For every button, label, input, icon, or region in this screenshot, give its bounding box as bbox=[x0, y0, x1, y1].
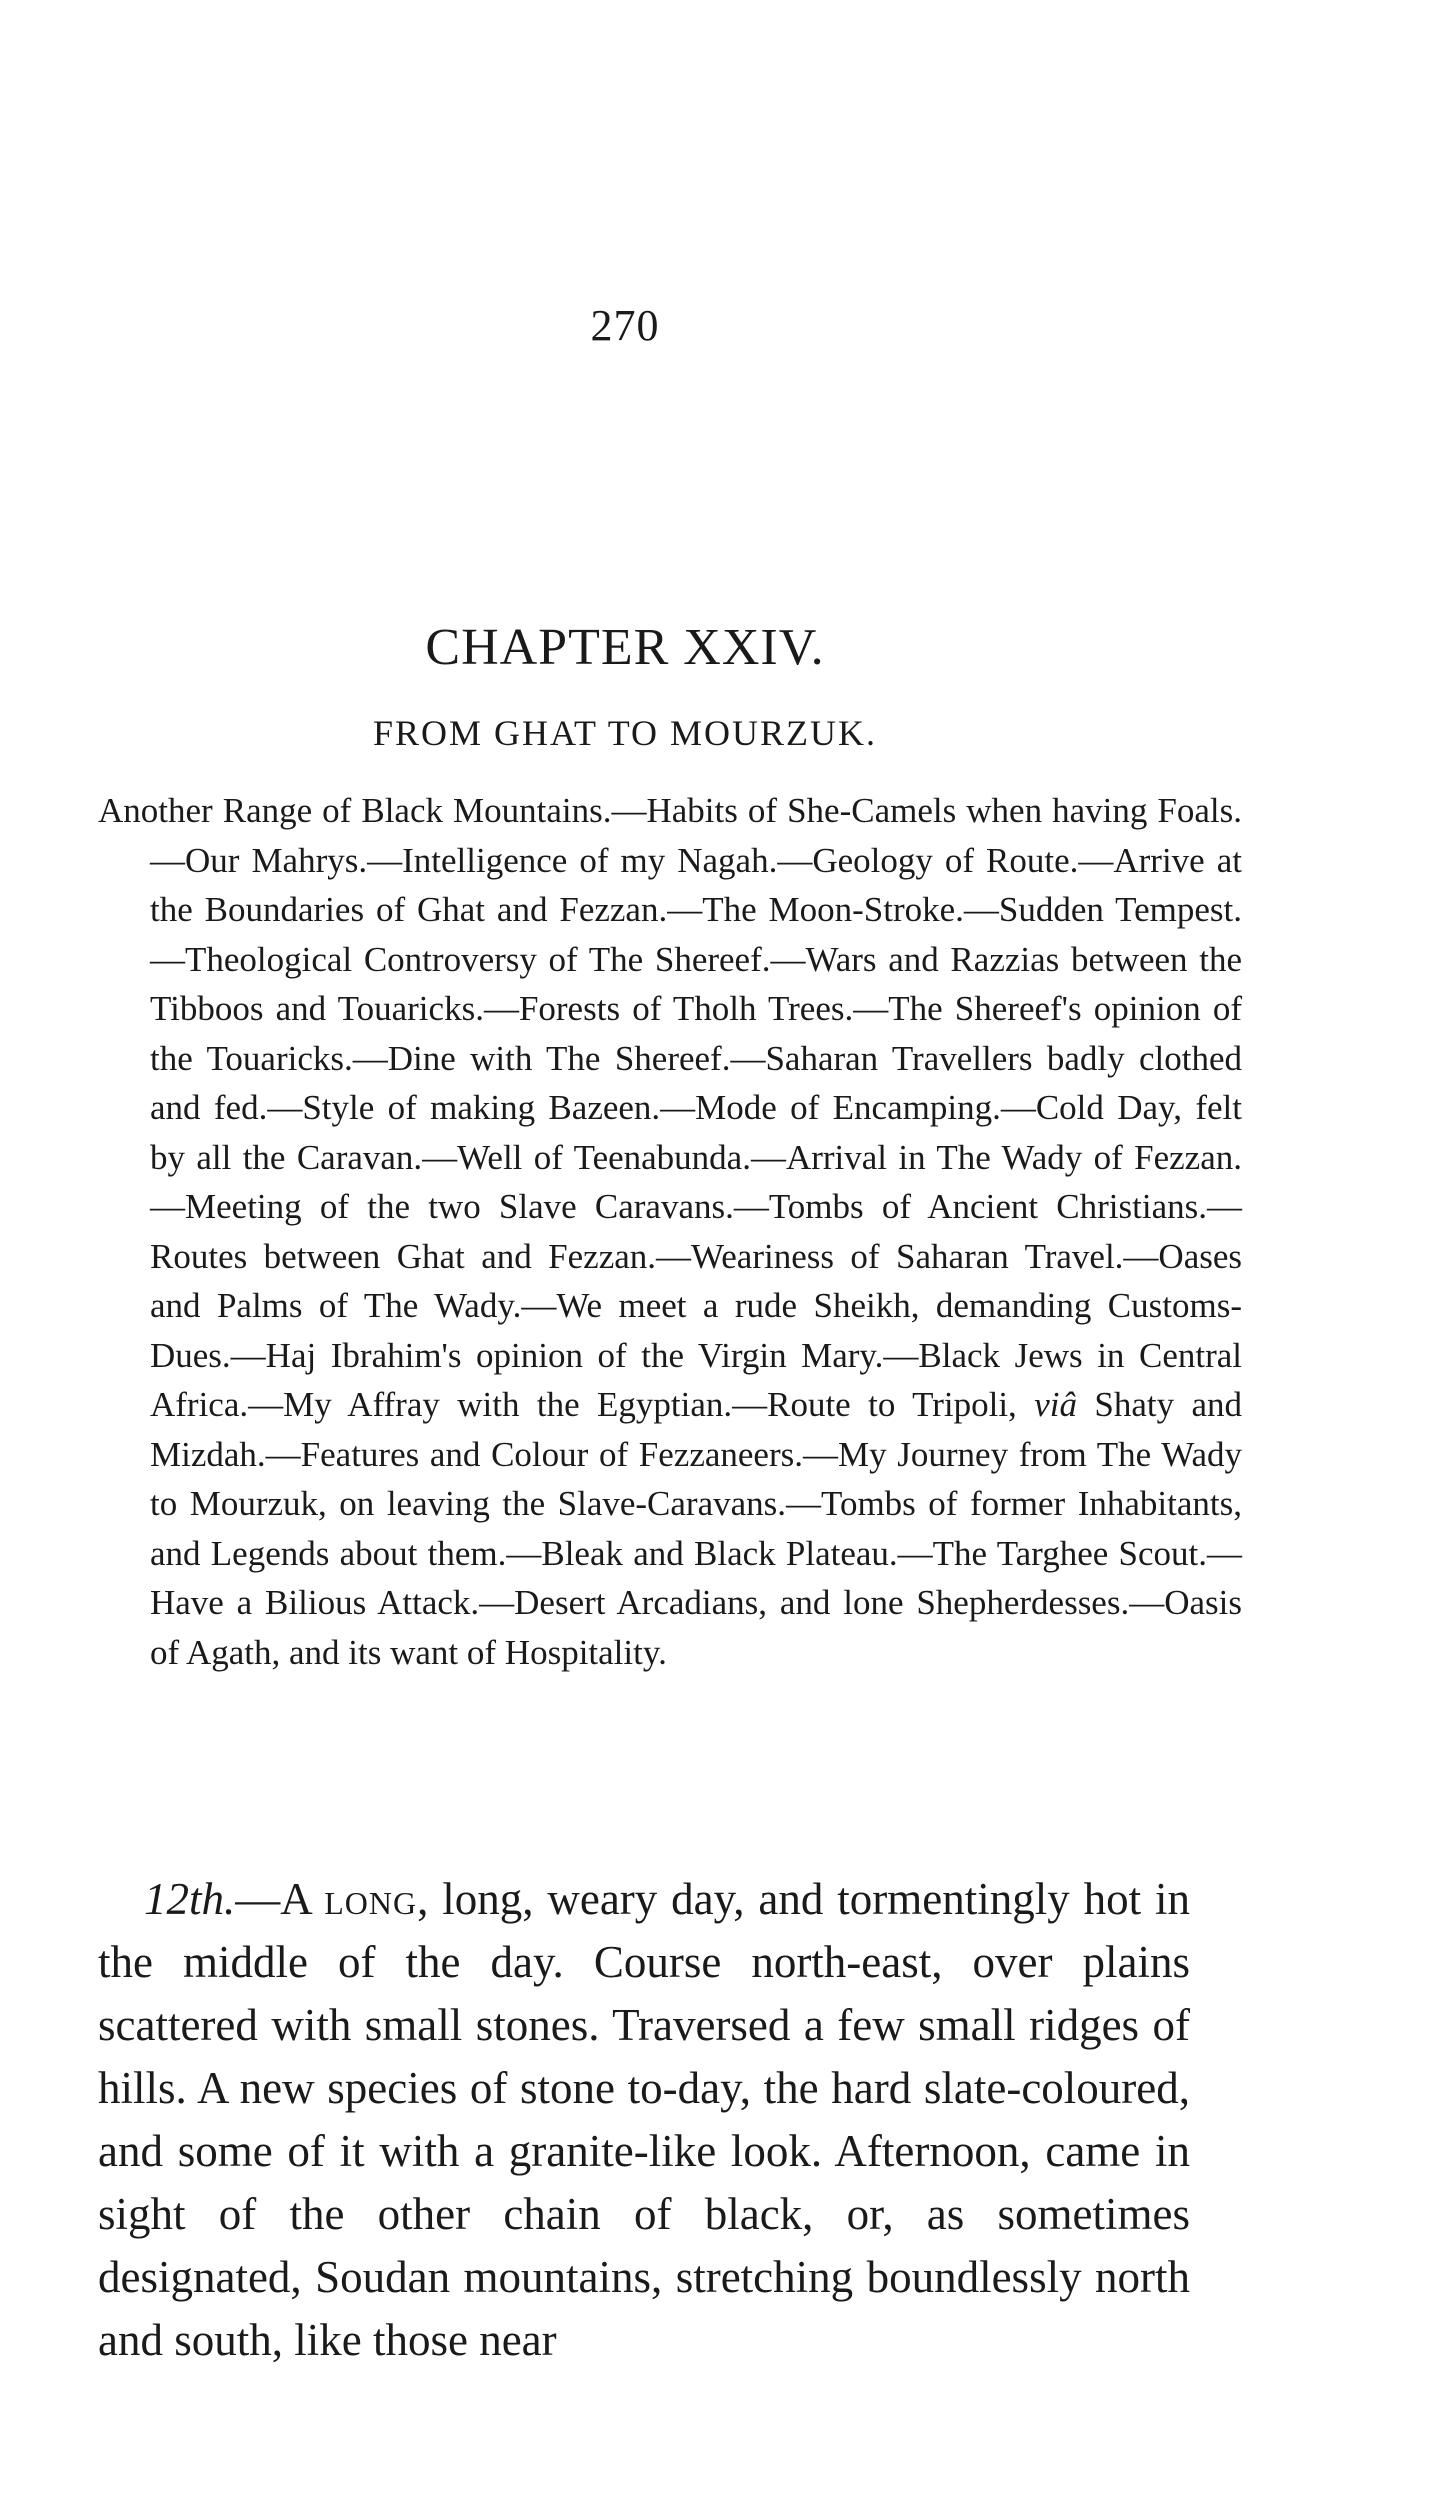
body-smallcaps-word: long bbox=[324, 1874, 418, 1924]
summary-italic-via: viâ bbox=[1034, 1385, 1077, 1424]
summary-text-part1: Another Range of Black Mountains.—Habits of She-Camels when having Foals.—Our Mahrys.—Intelligence of my Nagah.—Geology of Route.—Arrive at the Boundaries of Ghat and Fezzan.—The Moon-Stroke.—Sudden Tempest.—Theological Controversy of The Shereef.—Wars and Razzias between the Tibboos and Touaricks.—Forests of Tholh Trees.—The Shereef's opinion of the Touaricks.—Dine with The Shereef.—Saharan Travellers badly clothed and fed.—Style of making Bazeen.—Mode of Encamping.—Cold Day, felt by all the Caravan.—Well of Teenabunda.—Arrival in The Wady of Fezzan.—Meeting of the two Slave Caravans.—Tombs of Ancient Christians.—Routes between Ghat and Fezzan.—Weariness of Saharan Travel.—Oases and Palms of The Wady.—We meet a rude Sheikh, demanding Customs-Dues.—Haj Ibrahim's opinion of the Virgin Mary.—Black Jews in Central Africa.—My Affray with the Egyptian.—Route to Tripoli, bbox=[98, 791, 1242, 1424]
summary-text-part2: Shaty and Mizdah.—Features and Colour of Fezzaneers.—My Journey from The Wady to Mourzuk, on leaving the Slave-Caravans.—Tombs of former Inhabitants, and Legends about them.—Bleak and Black Plateau.—The Targhee Scout.—Have a Bilious Attack.—Desert Arcadians, and lone Shepherdesses.—Oasis of Agath, and its want of Hospitality. bbox=[150, 1385, 1243, 1672]
body-dash: —A bbox=[235, 1874, 325, 1924]
entry-date: 12th. bbox=[144, 1874, 236, 1924]
page-number: 270 bbox=[590, 301, 660, 350]
chapter-summary bbox=[98, 786, 1242, 1677]
chapter-title: CHAPTER XXIV. bbox=[425, 619, 825, 676]
body-text: , long, weary day, and tormentingly hot in the middle of the day. Course north-east, over plains scattered with small stones. Traversed a few small ridges of hills. A new species of stone to-day, the hard slate-coloured, and some of it with a granite-like look. Afternoon, came in sight of the other chain of black, or, as sometimes designated, Soudan mountains, stretching boundlessly north and south, like those near bbox=[98, 1874, 1191, 2365]
body-paragraph bbox=[98, 1868, 1190, 2372]
chapter-subtitle: FROM GHAT TO MOURZUK. bbox=[372, 713, 878, 753]
